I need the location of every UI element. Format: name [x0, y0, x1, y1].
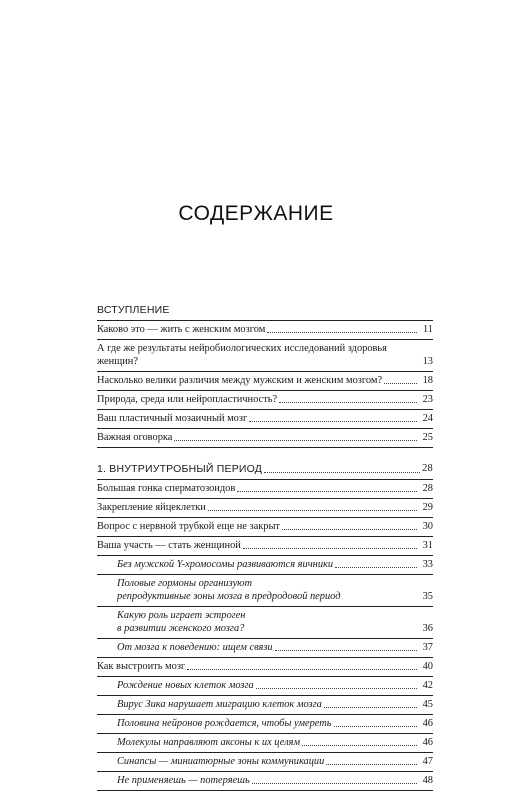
dot-leader [335, 567, 417, 568]
toc-entry-page: 25 [422, 432, 433, 443]
toc-entry[interactable] [97, 658, 433, 677]
toc-entry[interactable] [97, 321, 433, 340]
dot-leader [187, 669, 417, 670]
toc-subentry[interactable] [97, 753, 433, 772]
dot-leader [282, 529, 417, 530]
section-spacer [97, 448, 433, 462]
toc-entry-page: 31 [422, 540, 433, 551]
toc-entry-page: 33 [422, 559, 433, 570]
chapter-heading[interactable] [97, 462, 433, 480]
toc-subentry[interactable] [97, 772, 433, 791]
toc-entry[interactable] [97, 518, 433, 537]
toc-entry-title: Важная оговорка [97, 432, 173, 443]
toc-entry-page: 40 [422, 661, 433, 672]
toc-entry-page: 42 [422, 680, 433, 691]
chapter-title: 1. ВНУТРИУТРОБНЫЙ ПЕРИОД [97, 463, 263, 475]
toc-entry-page: 48 [422, 775, 433, 786]
toc-entry-title: Молекулы направляют аксоны к их целям [117, 737, 301, 748]
toc-entry-title: Большая гонка сперматозоидов [97, 483, 236, 494]
page-title: СОДЕРЖАНИЕ [178, 202, 334, 225]
section-heading-intro: ВСТУПЛЕНИЕ [97, 303, 433, 321]
toc-subentry[interactable] [97, 715, 433, 734]
toc-entry-page: 29 [422, 502, 433, 513]
dot-leader [279, 402, 417, 403]
toc-entry-title: Рождение новых клеток мозга [117, 680, 254, 691]
toc-entry[interactable] [97, 480, 433, 499]
toc-entry[interactable] [97, 537, 433, 556]
dot-leader [324, 707, 417, 708]
toc-entry-page: 24 [422, 413, 433, 424]
toc-subentry[interactable] [97, 734, 433, 753]
toc-entry-page: 36 [422, 623, 433, 634]
dot-leader [267, 332, 417, 333]
table-of-contents [97, 303, 433, 791]
dot-leader [174, 440, 417, 441]
toc-entry[interactable] [97, 429, 433, 448]
toc-entry[interactable] [97, 340, 433, 372]
toc-entry-title: Без мужской Y-хромосомы развиваются яичники [117, 559, 334, 570]
dot-leader [237, 491, 417, 492]
toc-entry-title: Ваш пластичный мозаичный мозг [97, 413, 248, 424]
toc-entry-page: 13 [422, 356, 433, 367]
toc-entry-page: 45 [422, 699, 433, 710]
toc-entry-title: Синапсы — миниатюрные зоны коммуникации [117, 756, 325, 767]
dot-leader [252, 783, 417, 784]
toc-entry-page: 28 [422, 483, 433, 494]
dot-leader [334, 726, 418, 727]
toc-subentry[interactable] [97, 696, 433, 715]
toc-entry-page: 23 [422, 394, 433, 405]
toc-entry-title: Природа, среда или нейропластичность? [97, 394, 278, 405]
toc-entry-title: Насколько велики различия между мужским и женским мозгом? [97, 375, 383, 386]
toc-subentry[interactable] [97, 639, 433, 658]
chapter-page: 28 [422, 463, 433, 474]
toc-entry-title: Ваша участь — стать женщиной [97, 540, 241, 551]
toc-entry-title: Не применяешь — потеряешь [117, 775, 250, 786]
toc-entry-title: Закрепление яйцеклетки [97, 502, 206, 513]
toc-entry-title [117, 577, 415, 603]
dot-leader [256, 688, 417, 689]
toc-entry-title: Каково это — жить с женским мозгом [97, 324, 266, 335]
dot-leader [326, 764, 417, 765]
dot-leader [275, 650, 417, 651]
toc-entry-title: Половина нейронов рождается, чтобы умереть [117, 718, 332, 729]
toc-entry-page: 37 [422, 642, 433, 653]
toc-entry-page: 46 [422, 737, 433, 748]
dot-leader [384, 383, 417, 384]
toc-entry-page: 11 [422, 324, 433, 335]
toc-entry-title: Как выстроить мозг [97, 661, 186, 672]
toc-entry-title: От мозга к поведению: ищем связи [117, 642, 273, 653]
toc-entry-title-line2: в развитии женского мозга? [117, 623, 245, 634]
toc-entry-title-line2: репродуктивные зоны мозга в предродовой период [117, 591, 341, 602]
toc-entry-page: 35 [422, 591, 433, 602]
toc-entry[interactable] [97, 391, 433, 410]
toc-entry-page: 47 [422, 756, 433, 767]
toc-subentry[interactable] [97, 556, 433, 575]
toc-entry-title-line1: Какую роль играет эстроген [117, 610, 246, 621]
dot-leader [264, 472, 420, 473]
toc-entry-page: 30 [422, 521, 433, 532]
toc-subentry[interactable] [97, 575, 433, 607]
dot-leader [243, 548, 417, 549]
toc-entry-title-line1: Половые гормоны организуют [117, 578, 253, 589]
toc-entry[interactable] [97, 372, 433, 391]
dot-leader [249, 421, 417, 422]
toc-entry-title [117, 609, 415, 635]
toc-entry-title: Вопрос с нервной трубкой еще не закрыт [97, 521, 280, 532]
toc-subentry[interactable] [97, 607, 433, 639]
toc-entry-page: 46 [422, 718, 433, 729]
toc-subentry[interactable] [97, 677, 433, 696]
toc-entry[interactable] [97, 499, 433, 518]
toc-entry-page: 18 [422, 375, 433, 386]
dot-leader [208, 510, 417, 511]
dot-leader [302, 745, 417, 746]
toc-entry[interactable] [97, 410, 433, 429]
toc-entry-title: А где же результаты нейробиологических исследований здоровья женщин? [97, 343, 387, 367]
toc-entry-title: Вирус Зика нарушает миграцию клеток мозга [117, 699, 322, 710]
